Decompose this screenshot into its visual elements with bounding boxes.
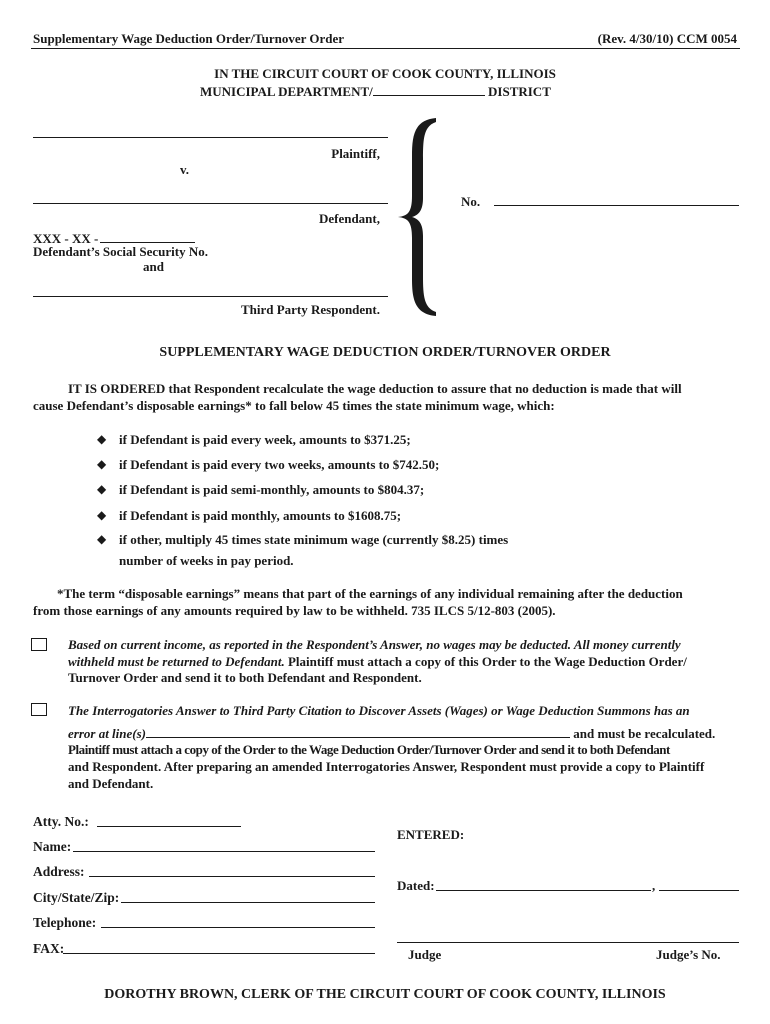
court-name: IN THE CIRCUIT COURT OF COOK COUNTY, ILLINOIS [214,66,556,81]
district-field[interactable] [373,83,485,96]
telephone-field[interactable] [101,927,375,928]
option1-line2 [68,654,687,670]
bullet-semimonthly: if Defendant is paid semi-monthly, amounts to $804.37; [119,482,425,497]
footnote-line1: *The term “disposable earnings” means that part of the earnings of any individual remaining after the deduction [57,586,683,601]
city-state-zip-field[interactable] [121,902,375,903]
option-no-deduction-checkbox[interactable] [31,638,47,651]
defendant-field[interactable] [33,203,388,204]
defendant-label: Defendant, [318,211,380,226]
department-line [200,83,551,100]
option2-line2-bold: and must be recalculated. [570,726,716,741]
diamond-bullet-icon: ◆ [97,432,107,446]
address-field[interactable] [89,876,375,877]
footnote-line2: from those earnings of any amounts required by law to be withheld. 735 ILCS 5/12-803 (2005). [33,603,556,618]
diamond-bullet-icon: ◆ [97,482,107,496]
city-state-zip-label: City/State/Zip: [33,890,120,905]
fax-label: FAX: [33,941,65,956]
name-label: Name: [33,839,72,854]
clerk-footer: DOROTHY BROWN, CLERK OF THE CIRCUIT COURT OF COOK COUNTY, ILLINOIS [104,987,666,1002]
versus-label: v. [180,162,190,177]
option2-line4: and Respondent. After preparing an amended Interrogatories Answer, Respondent must provide a copy to Plaintiff [68,759,705,774]
department-suffix: DISTRICT [488,84,551,99]
dated-comma: , [652,878,656,893]
option1-line1: Based on current income, as reported in the Respondent’s Answer, no wages may be deducted. All money currently [68,637,681,652]
atty-no-field[interactable] [97,826,241,827]
option2-line1: The Interrogatories Answer to Third Party Citation to Discover Assets (Wages) or Wage Deduction Summons has an [68,703,690,718]
bullet-other-continued: number of weeks in pay period. [119,553,294,568]
dated-label: Dated: [397,878,435,893]
and-label: and [143,259,164,274]
diamond-bullet-icon: ◆ [97,508,107,522]
dated-year-field[interactable] [659,890,739,891]
case-number-label: No. [461,194,481,209]
caption-brace [396,116,446,318]
third-party-label: Third Party Respondent. [240,302,380,317]
judges-no-label: Judge’s No. [656,947,721,962]
form-title-header: Supplementary Wage Deduction Order/Turnover Order [33,31,345,46]
option-recalculate-checkbox[interactable] [31,703,47,716]
option1-line2-italic: withheld must be returned to Defendant. [68,654,285,669]
header-rule [31,48,740,49]
plaintiff-label: Plaintiff, [331,146,380,161]
option2-line3: Plaintiff must attach a copy of the Order to the Wage Deduction Order/Turnover Order and send it to both Defendant [68,742,670,757]
atty-no-label: Atty. No.: [33,814,89,829]
order-intro-line2: cause Defendant’s disposable earnings* to fall below 45 times the state minimum wage, which: [33,398,555,413]
entered-label: ENTERED: [397,827,465,842]
name-field[interactable] [73,851,375,852]
ssn-prefix: XXX - XX - [33,231,99,246]
error-lines-field[interactable] [146,725,570,738]
address-label: Address: [33,864,85,879]
case-number-field[interactable] [494,205,739,206]
diamond-bullet-icon: ◆ [97,532,107,546]
judge-signature-field[interactable] [397,942,739,943]
option2-line2 [68,725,715,742]
department-prefix: MUNICIPAL DEPARTMENT/ [200,84,373,99]
third-party-field[interactable] [33,296,388,297]
order-intro-line1: IT IS ORDERED that Respondent recalculate the wage deduction to assure that no deduction is made that will [68,381,682,396]
bullet-monthly: if Defendant is paid monthly, amounts to $1608.75; [119,508,402,523]
option2-line5: and Defendant. [68,776,154,791]
dated-field[interactable] [436,890,651,891]
option1-line2-bold: Plaintiff must attach a copy of this Order to the Wage Deduction Order/ [284,654,687,669]
plaintiff-field[interactable] [33,137,388,138]
option1-line3: Turnover Order and send it to both Defendant and Respondent. [68,670,422,685]
bullet-weekly: if Defendant is paid every week, amounts to $371.25; [119,432,411,447]
judge-label: Judge [408,947,442,962]
telephone-label: Telephone: [33,915,97,930]
order-title: SUPPLEMENTARY WAGE DEDUCTION ORDER/TURNOVER ORDER [159,345,611,360]
ssn-label: Defendant’s Social Security No. [33,244,209,259]
diamond-bullet-icon: ◆ [97,457,107,471]
bullet-other: if other, multiply 45 times state minimum wage (currently $8.25) times [119,532,509,547]
fax-field[interactable] [63,953,375,954]
bullet-biweekly: if Defendant is paid every two weeks, amounts to $742.50; [119,457,440,472]
option2-line2-italic: error at line(s) [68,726,146,741]
form-revision: (Rev. 4/30/10) CCM 0054 [597,31,737,46]
ssn-field[interactable] [100,230,195,243]
